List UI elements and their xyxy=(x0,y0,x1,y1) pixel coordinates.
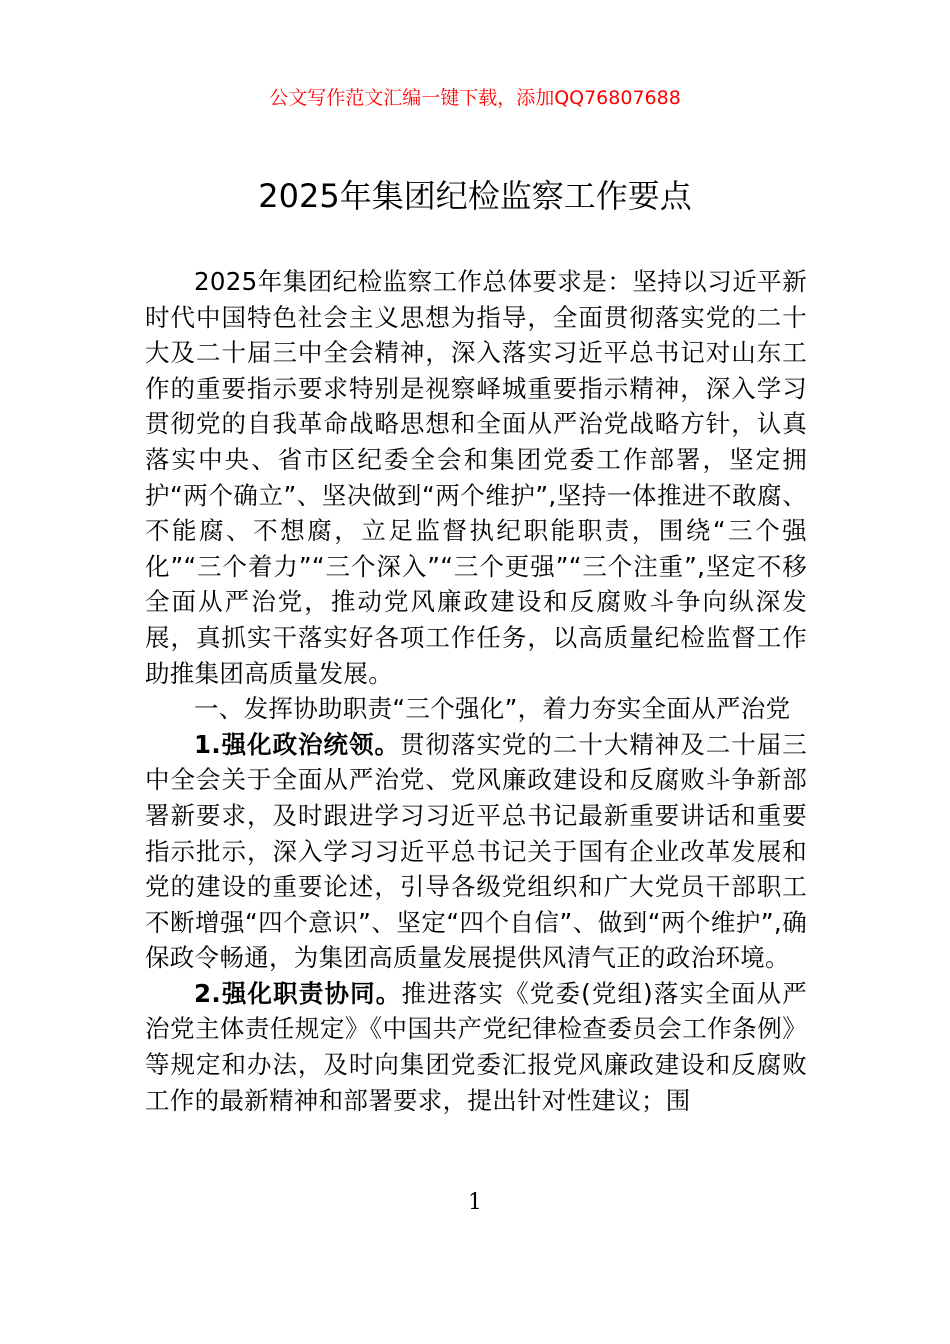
item-2-lead: 2.强化职责协同。 xyxy=(194,978,402,1008)
document-body xyxy=(145,264,807,1118)
section-heading-1: 一、发挥协助职责“三个强化”，着力夯实全面从严治党 xyxy=(194,694,791,724)
item-1-lead: 1.强化政治统领。 xyxy=(194,729,400,759)
item-1-text: 贯彻落实党的二十大精神及二十届三中全会关于全面从严治党、党风廉政建设和反腐败斗争新部署新要求，及时跟进学习习近平总书记最新重要讲话和重要指示批示，深入学习习近平总书记关于国有企业改革发展和党的建设的重要论述，引导各级党组织和广大党员干部职工不断增强“四个意识”、坚定“四个自信”、做到“两个维护”,确保政令畅通，为集团高质量发展提供风清气正的政治环境。 xyxy=(145,729,807,973)
document-title: 2025年集团纪检监察工作要点 xyxy=(258,177,692,215)
download-notice: 公文写作范文汇编一键下载，添加QQ76807688 xyxy=(269,87,681,109)
page-number: 1 xyxy=(468,1190,482,1215)
item-2-paragraph xyxy=(145,976,807,1118)
intro-paragraph: 2025年集团纪检监察工作总体要求是：坚持以习近平新时代中国特色社会主义思想为指导，全面贯彻落实党的二十大及二十届三中全会精神，深入落实习近平总书记对山东工作的重要指示要求特别是视察峄城重要指示精神，深入学习贯彻党的自我革命战略思想和全面从严治党战略方针，认真落实中央、省市区纪委全会和集团党委工作部署，坚定拥护“两个确立”、坚决做到“两个维护”,坚持一体推进不敢腐、不能腐、不想腐，立足监督执纪职能职责，围绕“三个强化”“三个着力”“三个深入”“三个更强”“三个注重”,坚定不移全面从严治党，推动党风廉政建设和反腐败斗争向纵深发展，真抓实干落实好各项工作任务，以高质量纪检监督工作助推集团高质量发展。 xyxy=(145,267,807,688)
item-2-text: 推进落实《党委(党组)落实全面从严治党主体责任规定》《中国共产党纪律检查委员会工作条例》等规定和办法，及时向集团党委汇报党风廉政建设和反腐败工作的最新精神和部署要求，提出针对性建议；围 xyxy=(145,978,807,1115)
item-1-paragraph xyxy=(145,727,807,976)
